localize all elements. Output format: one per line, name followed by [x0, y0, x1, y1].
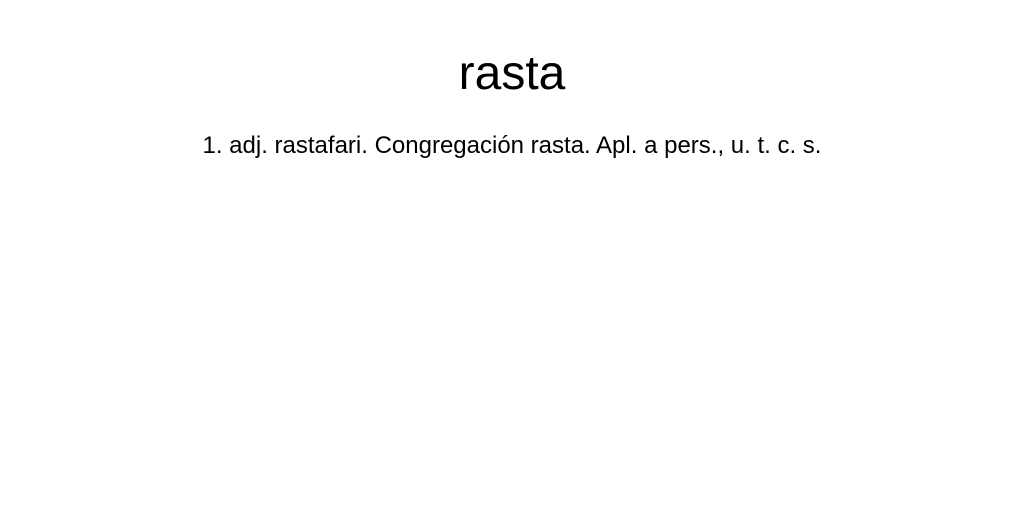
headword: rasta [458, 47, 566, 100]
definition-1: 1. adj. rastafari. Congregación rasta. Apl. a pers., u. t. c. s. [202, 132, 822, 159]
